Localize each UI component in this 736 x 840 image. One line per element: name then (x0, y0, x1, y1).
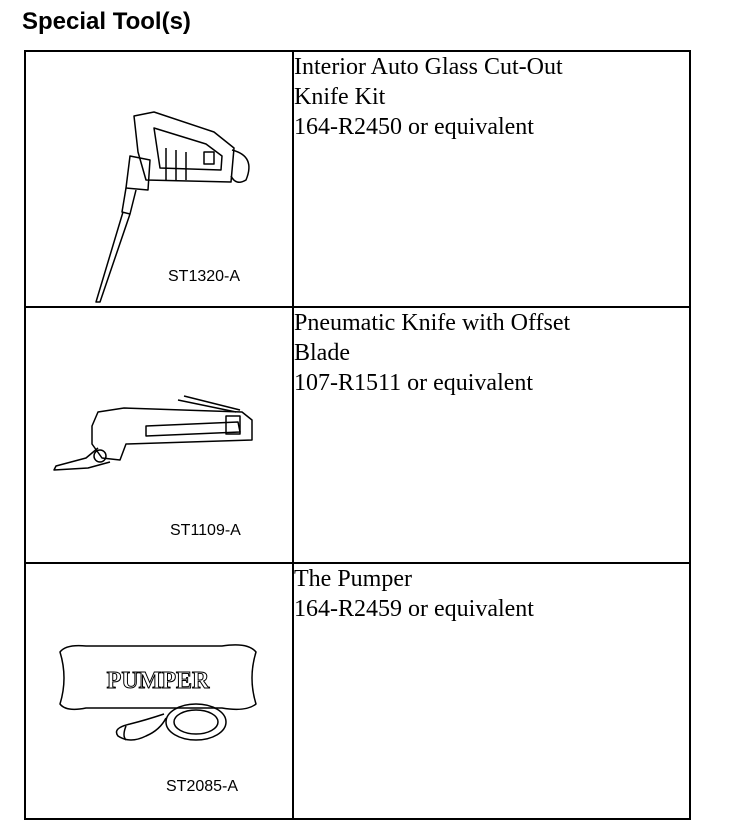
glass-cut-out-knife-illustration (26, 52, 292, 306)
tool-description (293, 563, 690, 819)
tool-code: ST2085-A (166, 778, 239, 795)
tool-part-number: 164-R2450 or equivalent (294, 114, 534, 140)
tool-image-cell (25, 51, 293, 307)
table-row (25, 307, 690, 563)
tool-description-line: Knife Kit (294, 84, 386, 110)
special-tools-table (24, 50, 691, 820)
tool-image-cell (25, 307, 293, 563)
tool-description (293, 307, 690, 563)
tool-description (293, 51, 690, 307)
tool-code: ST1320-A (168, 268, 241, 285)
tool-description-line: Pneumatic Knife with Offset (294, 310, 571, 336)
pumper-label: PUMPER (106, 668, 210, 694)
tool-description-line: Interior Auto Glass Cut-Out (294, 54, 563, 80)
tool-part-number: 107-R1511 or equivalent (294, 370, 534, 396)
tool-image-cell (25, 563, 293, 819)
tool-part-number: 164-R2459 or equivalent (294, 596, 534, 622)
page-title: Special Tool(s) (22, 8, 191, 35)
tool-code: ST1109-A (170, 522, 241, 539)
table-row (25, 563, 690, 819)
pumper-illustration (26, 564, 292, 818)
tool-description-line: Blade (294, 340, 350, 366)
pneumatic-knife-illustration (26, 308, 292, 562)
tool-description-line: The Pumper (294, 566, 412, 592)
table-row (25, 51, 690, 307)
